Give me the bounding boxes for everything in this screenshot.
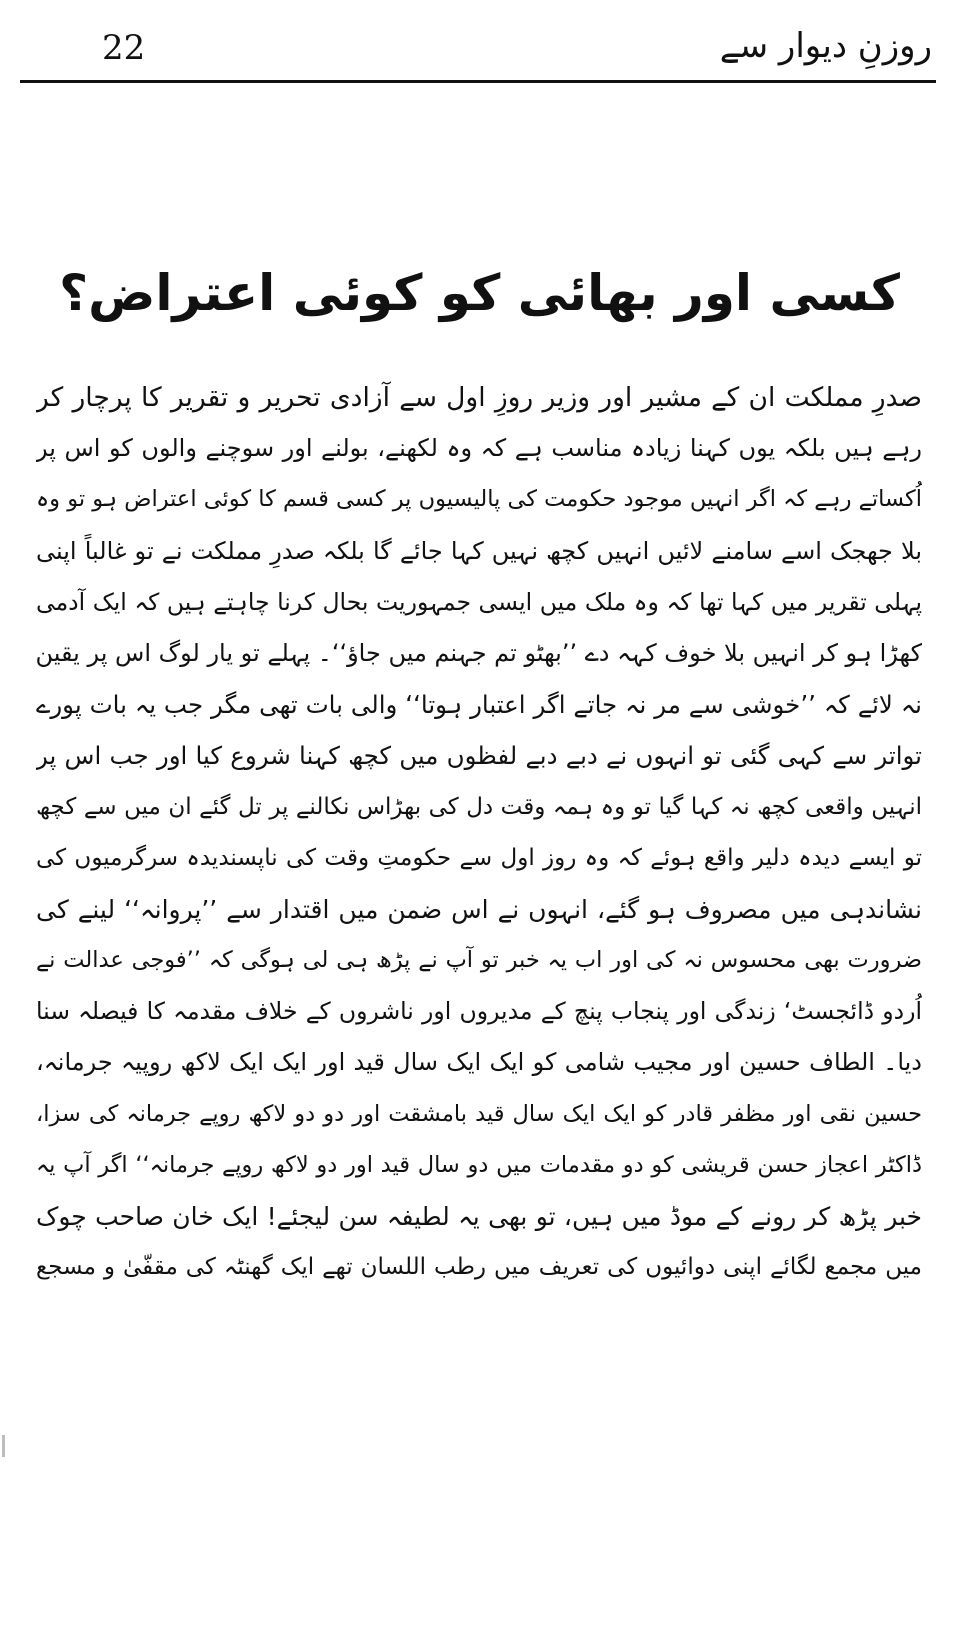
text-line: تو ایسے دیدہ دلیر واقع ہوئے کہ وہ روز اول سے حکومتِ وقت کی ناپسندیدہ سرگرمیوں کی (36, 844, 922, 871)
page-number: 22 (102, 28, 146, 68)
text-line: میں مجمع لگائے اپنی دوائیوں کی تعریف میں رطب اللسان تھے ایک گھنٹہ کی مقفّیٰ و مسجع (36, 1254, 922, 1281)
text-line: ڈاکٹر اعجاز حسن قریشی کو دو مقدمات میں دو سال قید اور دو لاکھ روپے جرمانہ‘‘ اگر آپ یہ (36, 1151, 922, 1178)
text-line: کھڑا ہو کر انہیں بلا خوف کہہ دے ’’بھٹو تم جہنم میں جاؤ‘‘۔ پہلے تو یار لوگ اس پر یقین (36, 638, 922, 667)
text-line: پہلی تقریر میں کہا تھا کہ وہ ملک میں ایسی جمہوریت بحال کرنا چاہتے ہیں کہ ایک آدمی (36, 587, 922, 616)
text-line: صدرِ مملکت ان کے مشیر اور وزیر روزِ اول سے آزادی تحریر و تقریر کا پرچار کر (36, 382, 922, 413)
text-line: خبر پڑھ کر رونے کے موڈ میں ہیں، تو بھی یہ لطیفہ سن لیجئے! ایک خان صاحب چوک (36, 1202, 922, 1231)
text-line: انہیں واقعی کچھ نہ کہا گیا تو وہ ہمہ وقت دل کی بھڑاس نکالنے پر تل گئے ان میں سے کچھ (36, 793, 922, 820)
header-rule (20, 80, 936, 83)
text-line: دیا۔ الطاف حسین اور مجیب شامی کو ایک ایک سال قید اور ایک ایک لاکھ روپیہ جرمانہ، (36, 1048, 922, 1077)
text-line: نشاندہی میں مصروف ہو گئے، انہوں نے اس ضمن میں اقتدار سے ’’پروانہ‘‘ لینے کی (36, 894, 922, 924)
running-title: روزنِ دیوار سے (719, 26, 932, 66)
chapter-title: کسی اور بھائی کو کوئی اعتراض؟ (59, 264, 900, 322)
body-text (36, 372, 922, 1293)
text-line: بلا جھجک اسے سامنے لائیں انہیں کچھ نہیں کہا جائے گا بلکہ صدرِ مملکت نے تو غالباً اپنی (36, 536, 922, 565)
text-line: رہے ہیں بلکہ یوں کہنا زیادہ مناسب ہے کہ وہ لکھنے، بولنے اور سوچنے والوں کو اس پر (36, 434, 922, 463)
text-line: تواتر سے کہی گئی تو انہوں نے دبے دبے لفظوں میں کچھ کہنا شروع کیا اور جب اس پر (36, 741, 922, 771)
text-line: حسین نقی اور مظفر قادر کو ایک ایک سال قید بامشقت اور دو دو لاکھ روپے جرمانہ کی سزا، (36, 1100, 922, 1127)
text-line: ضرورت بھی محسوس نہ کی اور اب یہ خبر تو آپ نے پڑھ ہی لی ہوگی کہ ’’فوجی عدالت نے (36, 947, 922, 974)
scan-margin-mark (2, 1435, 5, 1457)
text-line: اُکساتے رہے کہ اگر انہیں موجود حکومت کی پالیسیوں پر کسی قسم کا کوئی اعتراض ہو تو وہ (36, 486, 922, 513)
text-line: نہ لائے کہ ’’خوشی سے مر نہ جاتے اگر اعتبار ہوتا‘‘ والی بات تھی مگر جب یہ بات پورے (36, 690, 922, 720)
page-header (20, 22, 938, 78)
text-line: اُردو ڈائجسٹ‘ زندگی اور پنجاب پنچ کے مدیروں اور ناشروں کے خلاف مقدمہ کا فیصلہ سنا (36, 997, 922, 1026)
